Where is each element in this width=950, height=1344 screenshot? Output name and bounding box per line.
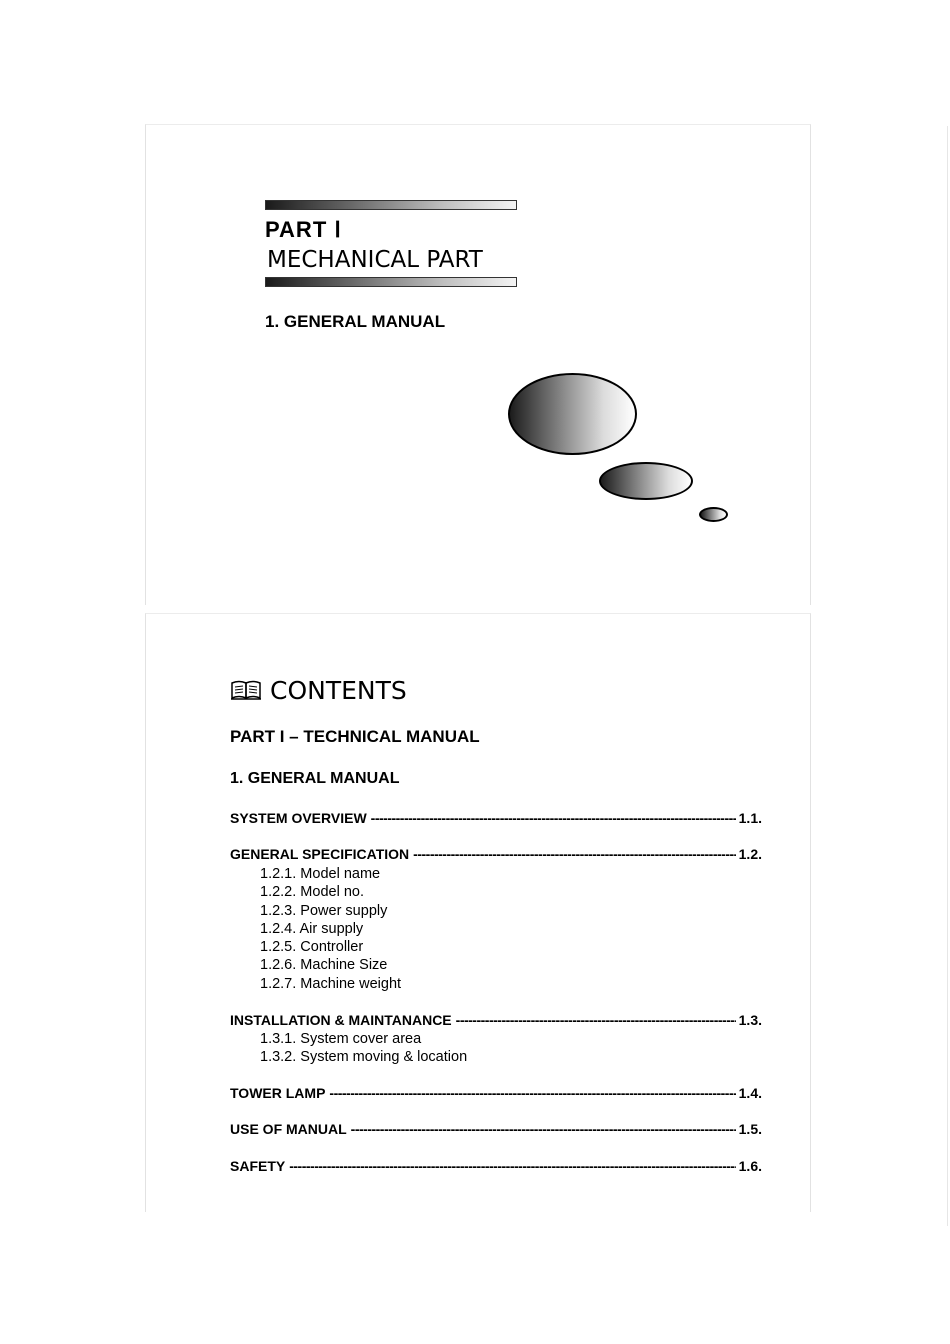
toc-label: TOWER LAMP [230,1085,326,1101]
toc-subitem[interactable]: 1.3.1. System cover area [260,1031,422,1047]
toc-entry-general-specification[interactable] [230,846,762,862]
toc-label: GENERAL SPECIFICATION [230,846,410,862]
installation-subitems [260,1030,467,1067]
toc-label: USE OF MANUAL [230,1121,347,1137]
dot-leader [351,1121,736,1137]
title-slide [145,124,811,605]
dot-leader [456,1012,736,1028]
toc-label: INSTALLATION & MAINTANANCE [230,1012,452,1028]
general-specification-subitems [260,865,401,993]
mechanical-part-title: MECHANICAL PART [267,247,483,273]
toc-subitem[interactable]: 1.2.2. Model no. [260,884,364,901]
general-manual-heading: 1. GENERAL MANUAL [265,312,446,331]
contents-header [230,674,407,706]
large-bubble [508,373,637,455]
toc-label: SAFETY [230,1158,286,1174]
toc-label: SYSTEM OVERVIEW [230,810,367,826]
toc-subitem[interactable]: 1.2.3. Power supply [260,902,388,919]
dot-leader [371,810,736,826]
toc-number: 1.2. [738,846,762,862]
open-book-icon [230,679,262,701]
toc-entry-tower-lamp[interactable] [230,1085,762,1101]
toc-number: 1.4. [738,1085,762,1101]
toc-number: 1.5. [738,1121,762,1137]
toc-entry-use-of-manual[interactable] [230,1121,762,1137]
medium-bubble [599,462,693,500]
part-heading: PART I – TECHNICAL MANUAL [230,727,480,746]
toc-subitem[interactable]: 1.2.6. Machine Size [260,957,388,974]
part-label: PART Ⅰ [265,217,342,242]
dot-leader [413,846,735,862]
toc-subitem[interactable]: 1.2.7. Machine weight [260,975,402,992]
small-bubble [699,507,728,522]
toc-subitem[interactable]: 1.2.4. Air supply [260,920,364,937]
toc-number: 1.3. [738,1012,762,1028]
top-gradient-bar [265,200,517,210]
dot-leader [289,1158,735,1174]
dot-leader [329,1085,735,1101]
toc-number: 1.1. [738,810,762,826]
page-edge-line [947,126,948,1226]
toc-entry-safety[interactable] [230,1158,762,1174]
toc-subitem[interactable]: 1.2.1. Model name [260,866,381,882]
contents-slide [145,613,811,1212]
toc-entry-system-overview[interactable] [230,810,762,826]
toc-entry-installation-maintanance[interactable] [230,1012,762,1028]
general-manual-heading: 1. GENERAL MANUAL [230,770,400,787]
bottom-gradient-bar [265,277,517,287]
toc-number: 1.6. [738,1158,762,1174]
toc-subitem[interactable]: 1.3.2. System moving & location [260,1049,468,1066]
toc-subitem[interactable]: 1.2.5. Controller [260,939,364,956]
contents-title: CONTENTS [270,675,407,705]
